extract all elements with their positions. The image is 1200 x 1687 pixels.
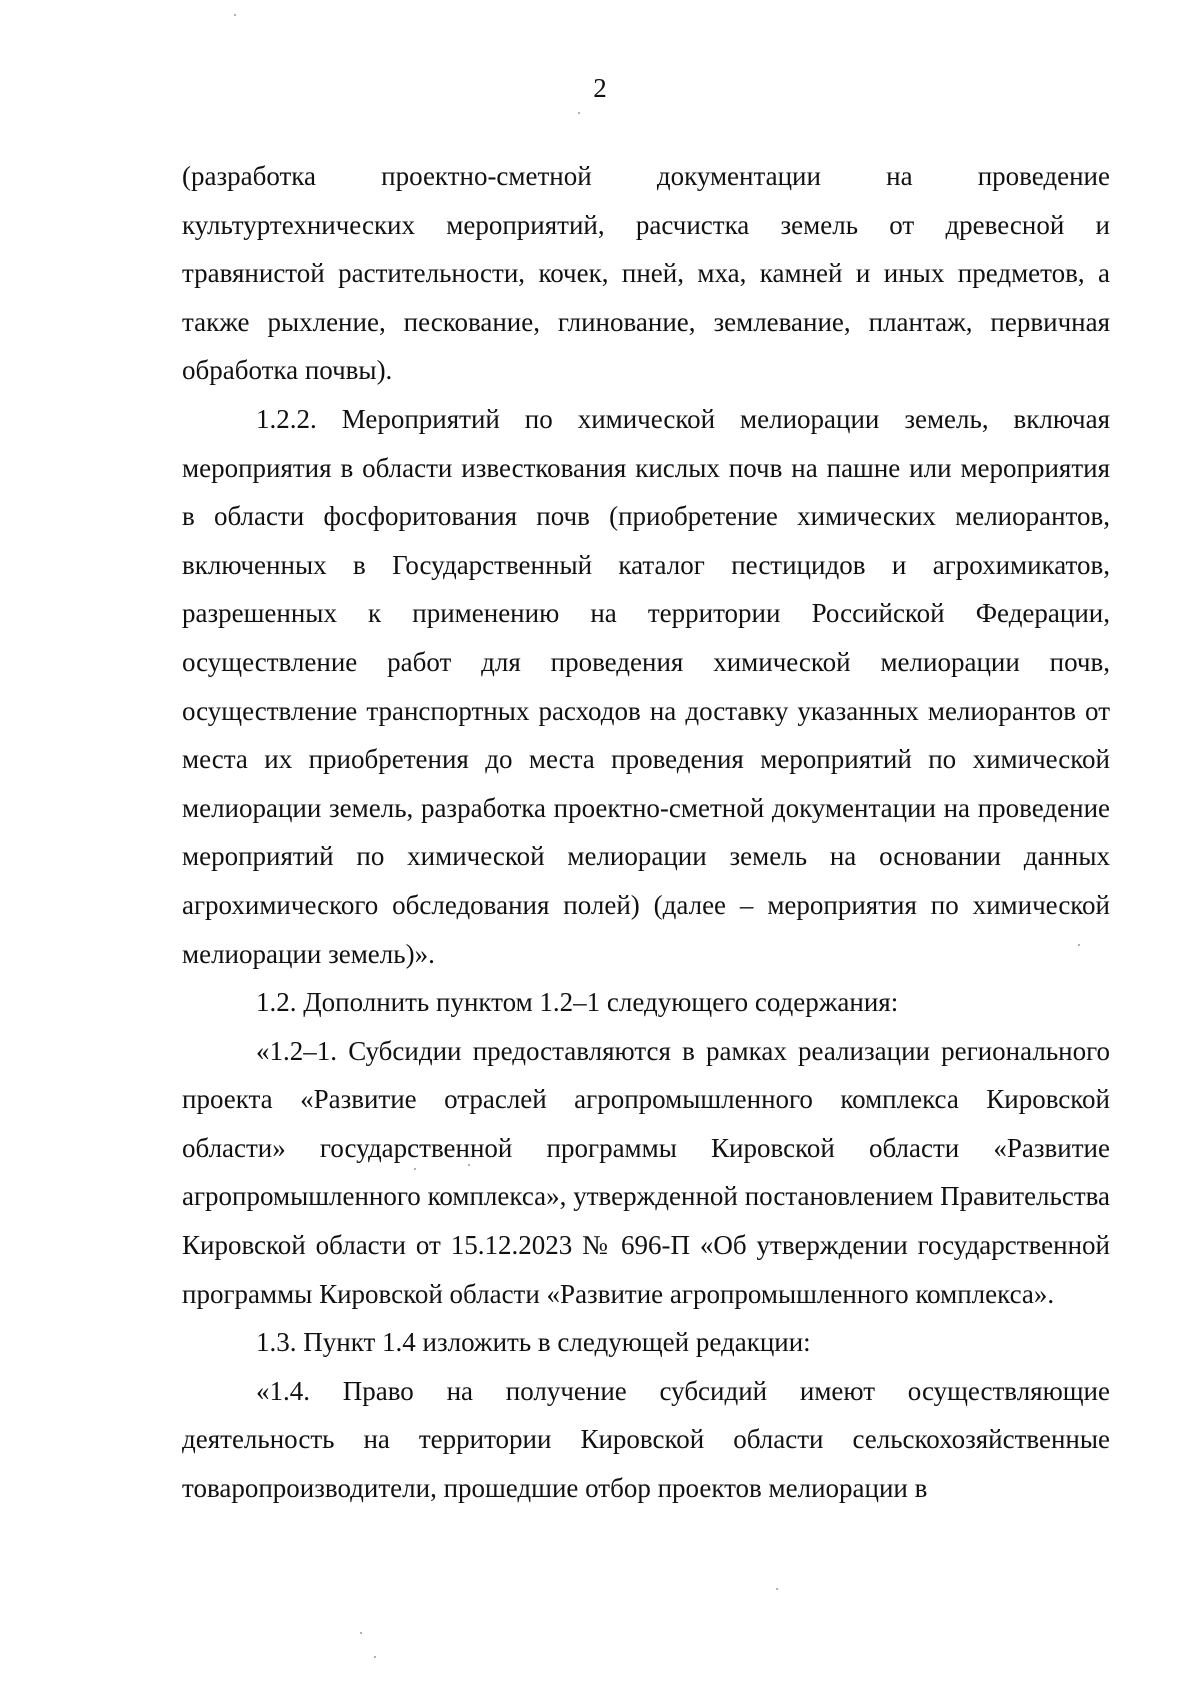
page-number: 2 [593,73,607,103]
scan-speck [776,1588,778,1590]
scan-speck [360,1632,362,1634]
paragraph-1-2-1: «1.2–1. Субсидии предоставляются в рамках реализации регионального проекта «Развитие отраслей агропромышленного комплекса Кировской области» государственной программы Кировской области «Развитие агропромышленного комплекса», утвержденной постановлением Правительства Кировской области от 15.12.2023 № 696-П «Об утверждении государственной программы Кировской области «Развитие агропромышленного комплекса». [182,1035,1110,1309]
paragraph-1-2-2: 1.2.2. Мероприятий по химической мелиорации земель, включая мероприятия в области известкования кислых почв на пашне или мероприятия в области фосфоритования почв (приобретение химических мелиорантов, включенных в Государственный каталог пестицидов и агрохимикатов, разрешенных к применению на территории Российской Федерации, осуществление работ для проведения химической мелиорации почв, осуществление транспортных расходов на доставку указанных мелиорантов от места их приобретения до места проведения мероприятий по химической мелиорации земель, разработка проектно-сметной документации на проведение мероприятий по химической мелиорации земель на основании данных агрохимического обследования полей) (далее – мероприятия по химической мелиорации земель)». [182,403,1110,969]
scan-speck [578,112,580,114]
paragraph-1-2: 1.2. Дополнить пунктом 1.2–1 следующего содержания: [256,987,899,1018]
paragraph-1-4: «1.4. Право на получение субсидий имеют осуществляющие деятельность на территории Кировской области сельскохозяйственные товаропроизводители, прошедшие отбор проектов мелиорации в [182,1375,1110,1504]
scan-speck [414,1168,416,1170]
paragraph-continuation: (разработка проектно-сметной документации на проведение культуртехнических мероприятий, расчистка земель от древесной и травянистой растительности, кочек, пней, мха, камней и иных предметов, а также рыхление, пескование, глинование, землевание, плантаж, первичная обработка почвы). [182,161,1110,386]
paragraph-1-3: 1.3. Пункт 1.4 изложить в следующей редакции: [256,1327,811,1358]
document-body [182,152,1110,1513]
scan-speck [374,1656,376,1658]
scan-speck [234,14,236,16]
scan-speck [468,1164,470,1166]
scan-speck [1078,944,1080,946]
